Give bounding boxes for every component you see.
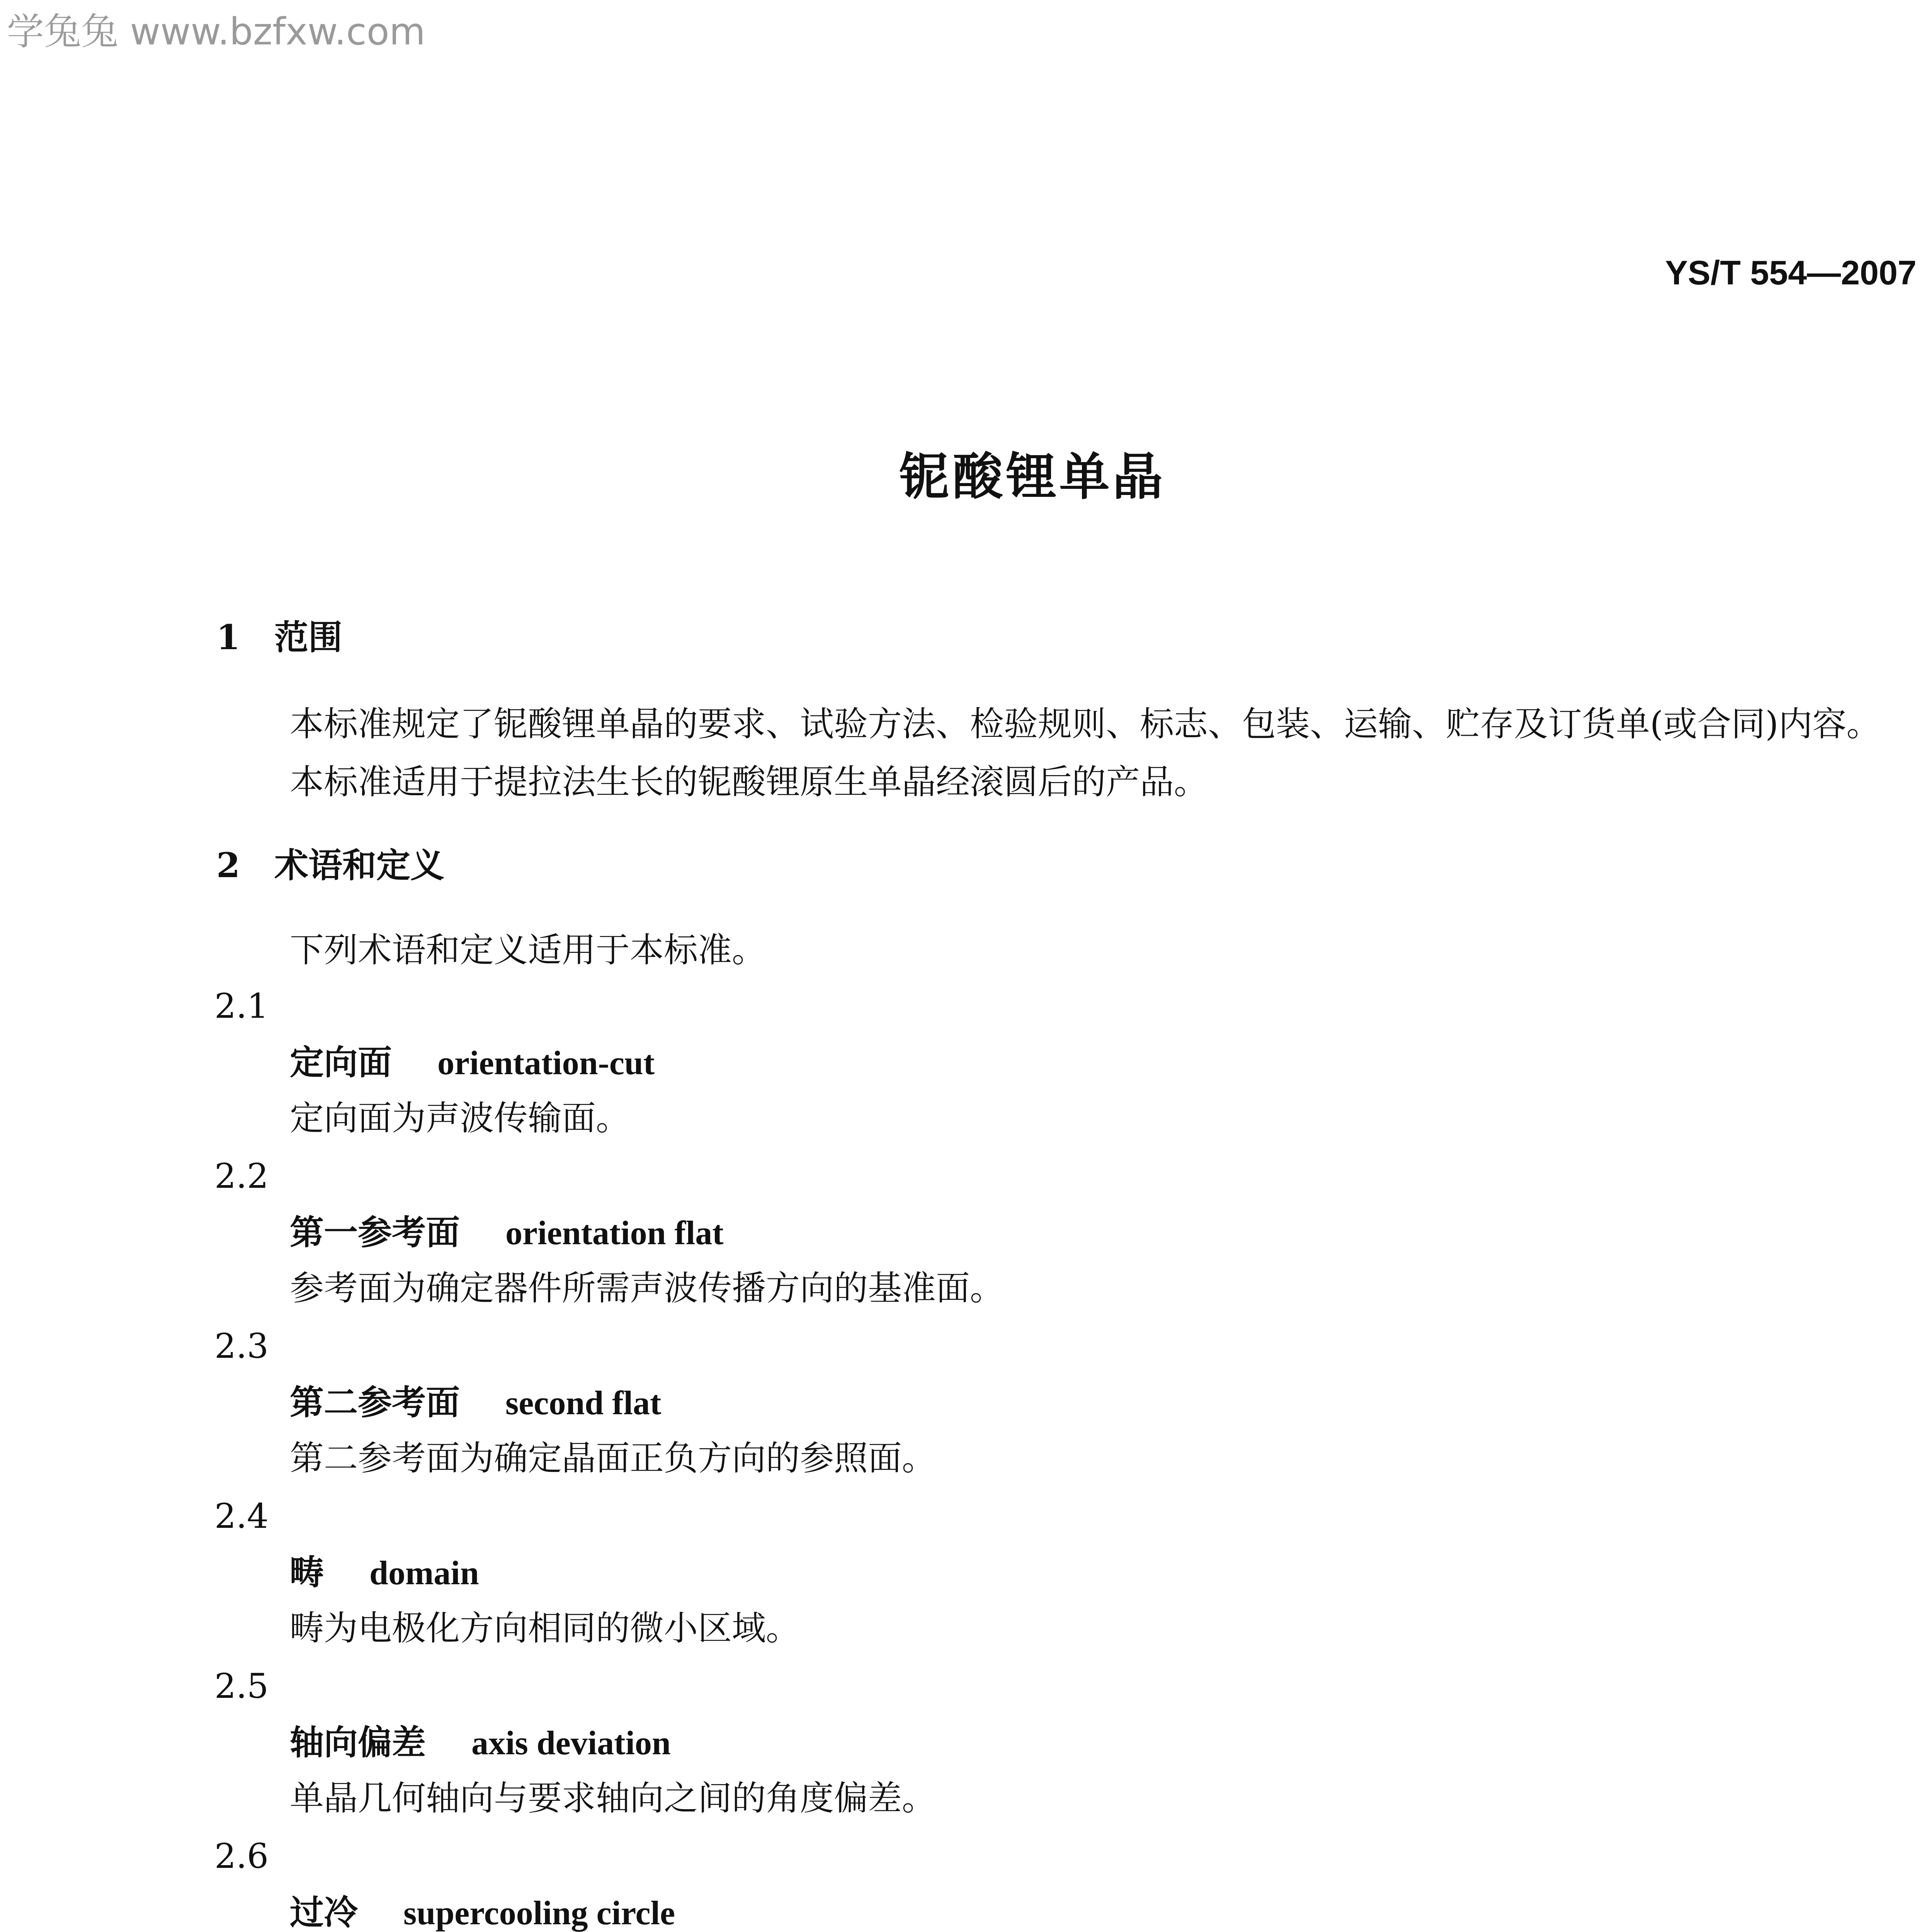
term-cn: 第二参考面 bbox=[290, 1382, 460, 1422]
term-number: 2.3 bbox=[214, 1326, 269, 1366]
term-en: orientation flat bbox=[505, 1214, 724, 1252]
section-2-intro: 下列术语和定义适用于本标准。 bbox=[290, 930, 766, 970]
term-cn: 过冷 bbox=[290, 1892, 358, 1932]
term-heading bbox=[290, 1212, 724, 1252]
term-number: 2.5 bbox=[214, 1666, 269, 1706]
section-1-number: 1 bbox=[216, 617, 240, 657]
term-number: 2.6 bbox=[214, 1836, 269, 1876]
term-en: domain bbox=[369, 1554, 479, 1592]
term-number: 2.4 bbox=[214, 1496, 269, 1536]
term-en: second flat bbox=[505, 1384, 662, 1422]
term-heading bbox=[290, 1552, 479, 1592]
section-2-number: 2 bbox=[216, 845, 240, 885]
term-heading bbox=[290, 1042, 655, 1082]
term-definition: 畴为电极化方向相同的微小区域。 bbox=[290, 1608, 800, 1648]
term-number: 2.2 bbox=[214, 1156, 269, 1196]
term-heading bbox=[290, 1722, 671, 1762]
term-definition: 第二参考面为确定晶面正负方向的参照面。 bbox=[290, 1438, 936, 1478]
term-number: 2.1 bbox=[214, 986, 269, 1026]
section-1-paragraph: 本标准适用于提拉法生长的铌酸锂原生单晶经滚圆后的产品。 bbox=[290, 762, 1208, 802]
term-cn: 畴 bbox=[290, 1552, 324, 1592]
section-1-paragraph: 本标准规定了铌酸锂单晶的要求、试验方法、检验规则、标志、包装、运输、贮存及订货单(或合同)内容。 bbox=[290, 704, 1881, 744]
section-2-heading: 术语和定义 bbox=[274, 845, 445, 885]
term-cn: 定向面 bbox=[290, 1042, 392, 1082]
term-definition: 定向面为声波传输面。 bbox=[290, 1098, 630, 1138]
term-definition: 参考面为确定器件所需声波传播方向的基准面。 bbox=[290, 1268, 1004, 1308]
term-cn: 第一参考面 bbox=[290, 1212, 460, 1252]
term-en: axis deviation bbox=[471, 1725, 671, 1762]
term-definition: 单晶几何轴向与要求轴向之间的角度偏差。 bbox=[290, 1778, 936, 1818]
watermark-text: 学兔兔 www.bzfxw.com bbox=[7, 10, 425, 53]
term-en: supercooling circle bbox=[403, 1895, 675, 1932]
standard-code: YS/T 554—2007 bbox=[1665, 253, 1917, 292]
term-heading bbox=[290, 1892, 675, 1932]
term-heading bbox=[290, 1382, 662, 1422]
page-title: 铌酸锂单晶 bbox=[899, 447, 1166, 506]
term-en: orientation-cut bbox=[437, 1044, 655, 1082]
term-cn: 轴向偏差 bbox=[290, 1722, 426, 1762]
section-1-heading: 范围 bbox=[274, 617, 343, 657]
